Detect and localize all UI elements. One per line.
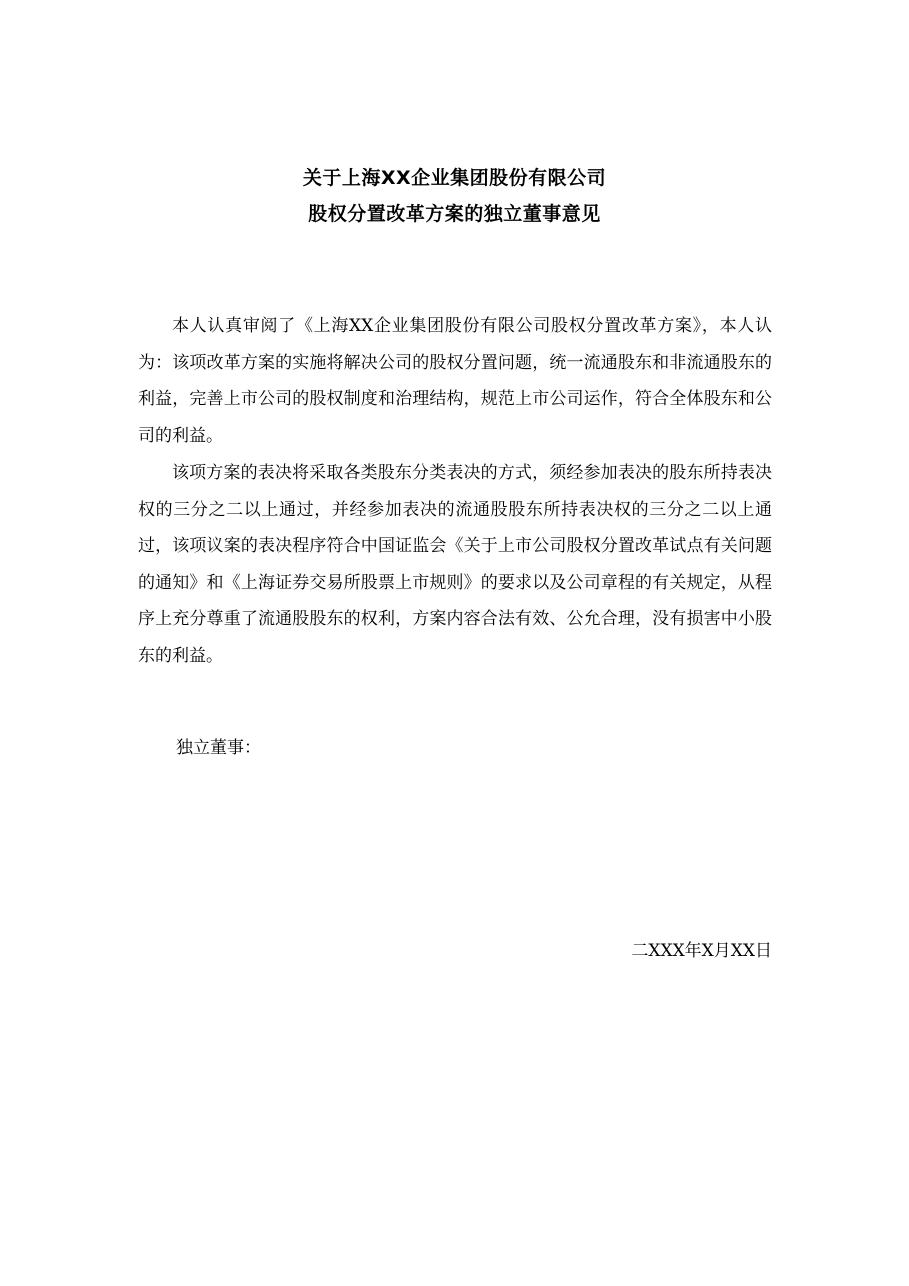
document-date: 二XXX年X月XX日 — [631, 941, 772, 961]
document-title — [0, 160, 909, 232]
title-line-2: 股权分置改革方案的独立董事意见 — [308, 203, 601, 225]
title-line-1: 关于上海XX企业集团股份有限公司 — [302, 167, 607, 189]
paragraph-2: 该项方案的表决将采取各类股东分类表决的方式，须经参加表决的股东所持表决权的三分之二以上通过，并经参加表决的流通股股东所持表决权的三分之二以上通过，该项议案的表决程序符合中国证监会《关于上市公司股权分置改革试点有关问题的通知》和《上海证券交易所股票上市规则》的要求以及公司章程的有关规定，从程序上充分尊重了流通股股东的权利，方案内容合法有效、公允合理，没有损害中小股东的利益。 — [138, 463, 772, 666]
document-body — [138, 308, 772, 675]
paragraph-1: 本人认真审阅了《上海XX企业集团股份有限公司股权分置改革方案》，本人认为：该项改革方案的实施将解决公司的股权分置问题，统一流通股东和非流通股东的利益，完善上市公司的股权制度和治理结构，规范上市公司运作，符合全体股东和公司的利益。 — [138, 316, 772, 446]
signature-label: 独立董事： — [176, 738, 261, 758]
